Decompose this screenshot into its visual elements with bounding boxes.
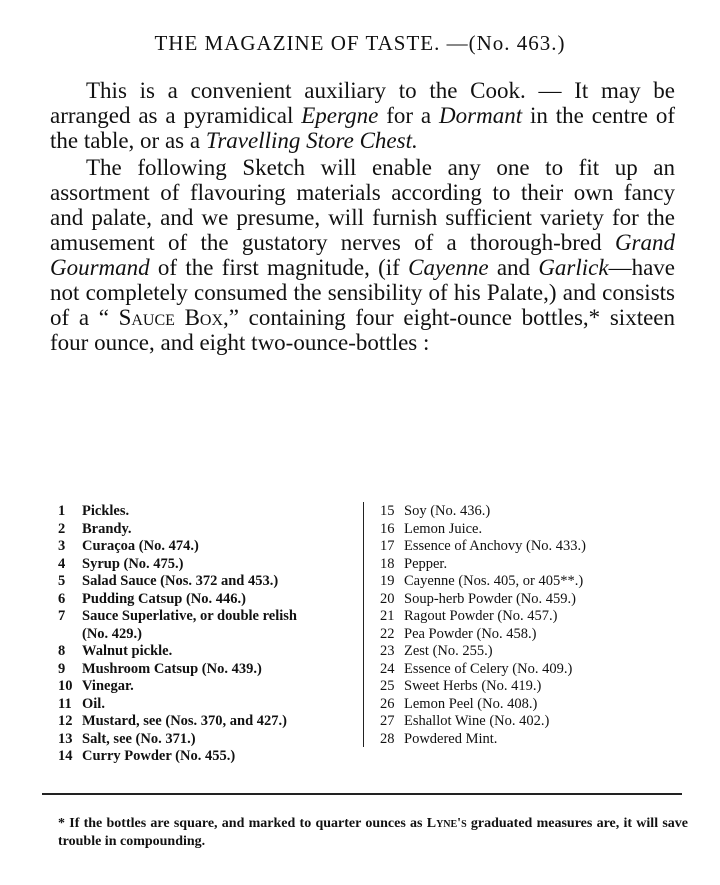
item-text: Salt, see (No. 371.): [82, 730, 196, 747]
list-item: [380, 573, 690, 591]
list-item: [58, 661, 358, 679]
list-item: [58, 713, 358, 731]
item-text: Brandy.: [82, 520, 132, 537]
list-item: [58, 521, 358, 539]
item-text: Cayenne (Nos. 405, or 405**.): [404, 573, 584, 589]
bottle-list-right: [380, 503, 690, 748]
item-number: 28: [380, 730, 395, 747]
item-text: Pepper.: [404, 555, 448, 572]
item-number: 27: [380, 713, 395, 729]
p1-text-1: This is a convenient auxiliary to the Cook. — It may be arranged as a pyramidical: [50, 78, 675, 128]
item-text: Mustard, see (Nos. 370, and 427.): [82, 713, 288, 729]
item-number: 11: [58, 695, 72, 712]
item-number: 5: [58, 573, 66, 589]
list-item: [380, 503, 690, 521]
item-text: Vinegar.: [82, 678, 134, 694]
item-text: Soy (No. 436.): [404, 503, 491, 519]
list-item: [380, 556, 690, 574]
item-text: Salad Sauce (Nos. 372 and 453.): [82, 573, 279, 589]
item-number: 10: [58, 678, 73, 694]
item-text: Ragout Powder (No. 457.): [404, 608, 558, 624]
item-number: 7: [58, 608, 66, 624]
item-text: Sauce Superlative, or double relish: [82, 608, 297, 624]
item-number: 15: [380, 503, 395, 519]
item-number: 23: [380, 643, 395, 659]
p2-text-4: —have not completely consumed the sensibility of his Palate,) and consists of a “: [50, 255, 675, 330]
item-text: Essence of Celery (No. 409.): [404, 660, 573, 677]
item-number: 25: [380, 678, 395, 694]
list-item: [58, 731, 358, 749]
p2-text-5: ,” containing four eight-ounce bottles,* sixteen four ounce, and eight two-ounce-bottles :: [50, 305, 675, 355]
list-item: [58, 503, 358, 521]
list-item: [58, 643, 358, 661]
bottle-list-left: [58, 503, 358, 766]
item-text: Essence of Anchovy (No. 433.): [404, 538, 587, 554]
item-number: 24: [380, 660, 395, 677]
footnote-text: [58, 815, 688, 851]
item-number: 3: [58, 538, 66, 554]
column-divider: [363, 502, 364, 747]
p2-italic-garlick: Garlick: [538, 255, 609, 280]
item-number: 9: [58, 660, 66, 677]
p2-text-2: of the first magnitude, (if: [149, 255, 409, 280]
item-number: 6: [58, 590, 66, 607]
p1-italic-travelling-store-chest: Travelling Store Chest.: [205, 128, 418, 153]
body-text: [50, 78, 675, 357]
p2-text-1: The following Sketch will enable any one to fit up an assortment of flavouring materials according to their own fancy and palate, and we presume, will furnish sufficient variety for the amusement of the gustatory nerves of a thorough-bred: [50, 155, 675, 255]
item-number: 26: [380, 695, 395, 712]
item-number: 13: [58, 730, 73, 747]
list-item: [380, 643, 690, 661]
p1-italic-dormant: Dormant: [439, 103, 523, 128]
p2-smallcaps-sauce-box: Sauce Box: [118, 305, 224, 330]
item-text: Mushroom Catsup (No. 439.): [82, 660, 262, 677]
list-item: [58, 696, 358, 714]
item-text: Sweet Herbs (No. 419.): [404, 678, 542, 694]
item-text: Eshallot Wine (No. 402.): [404, 713, 550, 729]
p1-italic-epergne: Epergne: [301, 103, 379, 128]
item-number: 4: [58, 555, 66, 572]
list-item: [380, 521, 690, 539]
item-number: 21: [380, 608, 395, 624]
item-text: Lemon Peel (No. 408.): [404, 695, 538, 712]
list-item: [58, 538, 358, 556]
item-number: 17: [380, 538, 395, 554]
list-item: [58, 678, 358, 696]
p2-text-3: and: [488, 255, 539, 280]
p2-italic-grand-gourmand: Grand Gourmand: [50, 230, 675, 280]
item-text: Syrup (No. 475.): [82, 555, 184, 572]
list-item: [58, 748, 358, 766]
list-item: [380, 608, 690, 626]
list-item: [380, 538, 690, 556]
list-item: [380, 591, 690, 609]
list-item: [380, 661, 690, 679]
list-item: [380, 696, 690, 714]
footnote-text-2: graduated measures are, it will save trouble in compounding.: [58, 816, 688, 849]
footnote-smallcaps-lyne: Lyne's: [426, 816, 467, 831]
item-number: 12: [58, 713, 73, 729]
item-text: Curaçoa (No. 474.): [82, 538, 199, 554]
p1-text-3: in the centre of the table, or as a: [50, 103, 675, 153]
list-item: [58, 608, 358, 626]
list-item: [380, 731, 690, 749]
item-number: 8: [58, 643, 66, 659]
item-text: Pudding Catsup (No. 446.): [82, 590, 246, 607]
list-item: [58, 573, 358, 591]
intro-paragraph-2: [50, 155, 675, 355]
list-item: [380, 713, 690, 731]
item-text: Walnut pickle.: [82, 643, 173, 659]
footnote-text-1: * If the bottles are square, and marked to quarter ounces as: [58, 816, 427, 831]
item-number: 19: [380, 573, 395, 589]
footnote: [58, 815, 688, 851]
item-text: Zest (No. 255.): [404, 643, 493, 659]
item-number: 18: [380, 555, 395, 572]
p1-text-2: for a: [378, 103, 440, 128]
item-text: Pickles.: [82, 503, 130, 519]
item-number: 14: [58, 748, 73, 764]
intro-paragraph-1: [50, 78, 675, 153]
item-text: Pea Powder (No. 458.): [404, 625, 537, 642]
item-text: Curry Powder (No. 455.): [82, 748, 236, 764]
item-text: Powdered Mint.: [404, 730, 498, 747]
p2-italic-cayenne: Cayenne: [408, 255, 489, 280]
list-item: [58, 591, 358, 609]
list-item: [58, 556, 358, 574]
item-number: 2: [58, 520, 66, 537]
item-text: Lemon Juice.: [404, 520, 483, 537]
horizontal-rule: [42, 793, 682, 795]
item-text: Soup-herb Powder (No. 459.): [404, 590, 576, 607]
item-number: 22: [380, 625, 395, 642]
item-number: 1: [58, 503, 66, 519]
page-title: THE MAGAZINE OF TASTE. —(No. 463.): [154, 31, 566, 55]
list-item: [380, 626, 690, 644]
item-text: Oil.: [82, 695, 105, 712]
item-number: 16: [380, 520, 395, 537]
item-number: 20: [380, 590, 395, 607]
item-text-continuation: (No. 429.): [82, 625, 143, 642]
list-item: [380, 678, 690, 696]
